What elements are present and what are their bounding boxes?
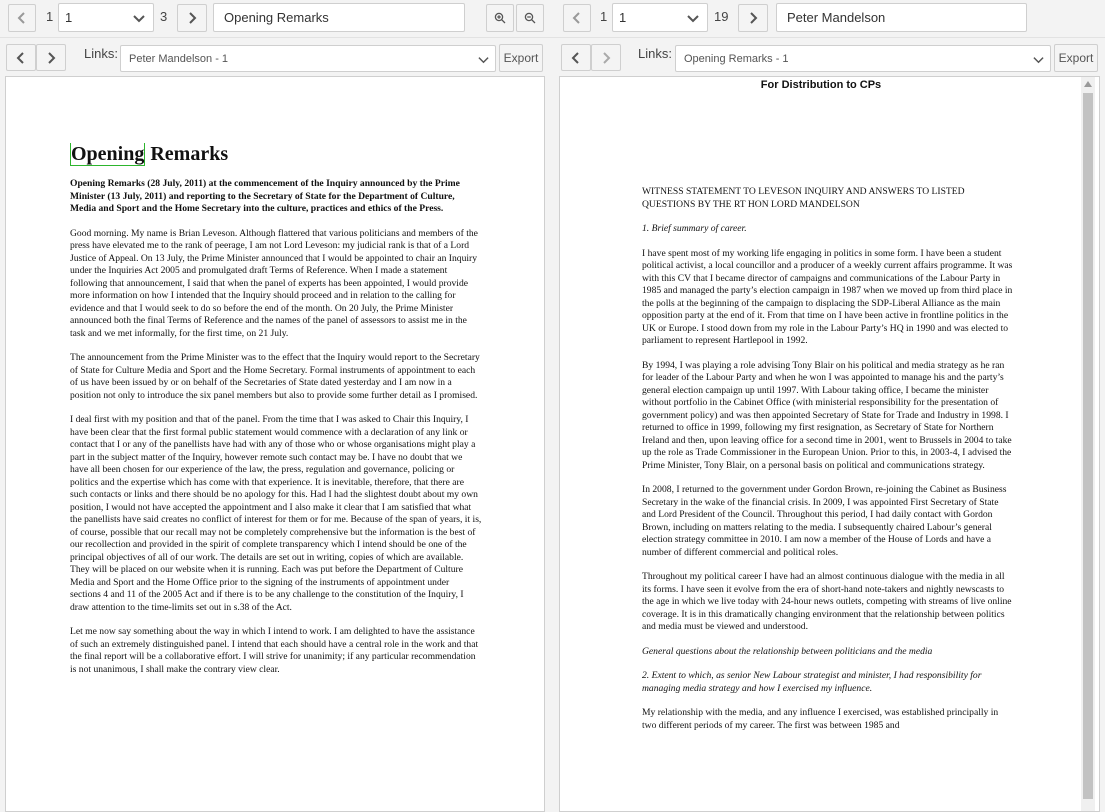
- right-prev-page-button[interactable]: [563, 4, 591, 32]
- chevron-right-icon: [600, 52, 612, 64]
- left-intro: Opening Remarks (28 July, 2011) at the commencement of the Inquiry announced by the Prime Minister (13 July, 2011) and reporting to the Secretary of State for the Department of Culture, Media and Sport and the Home Secretary into the culture, practices and ethics of the Press.: [70, 178, 460, 214]
- chevron-down-icon: [133, 12, 145, 24]
- scroll-up-icon[interactable]: [1084, 81, 1092, 87]
- left-paragraph: The announcement from the Prime Minister was to the effect that the Inquiry would report to the Secretary of State for Culture Media and Sport and the Home Secretary. Formal instruments of appointment to each of us have been issued by or on behalf of the Secretaries of State dated yesterday and I am now in a position not only to introduce the six panel members but also to provide some further detail as I promised.: [70, 352, 480, 401]
- right-links-label: Links:: [638, 46, 672, 61]
- next-page-button[interactable]: [177, 4, 207, 32]
- right-scrollbar-thumb[interactable]: [1083, 93, 1093, 799]
- chevron-down-icon: [1033, 54, 1044, 65]
- page-dropdown-toggle[interactable]: [125, 4, 153, 31]
- chevron-right-icon: [186, 12, 198, 24]
- right-export-button[interactable]: [1054, 44, 1098, 72]
- right-page-number-value: 1: [619, 10, 627, 25]
- chevron-right-icon: [747, 12, 759, 24]
- zoom-in-button[interactable]: [486, 4, 514, 32]
- distribution-banner: For Distribution to CPs: [760, 79, 882, 91]
- right-document-viewer[interactable]: [559, 76, 1100, 812]
- prev-page-button[interactable]: [8, 4, 36, 32]
- general-questions-heading: General questions about the relationship between politicians and the media: [642, 645, 933, 657]
- left-export-label: Export: [503, 51, 539, 65]
- right-paragraph: I have spent most of my working life engaging in politics in some form. I have been a student political activist, a local councillor and a producer of a weekly current affairs programme. It was with this CV that I became director of campaigns and communications of the Labour Party in 1985 and managed the party’s election campaign in 1987 when we moved up from third place in the polls at the beginning of the campaign to displacing the SDP-Liberal Alliance as the main opposition party at the end of it. From that time on I have been active in frontline politics in the UK or Europe. I stood down from my role in the Labour Party’s HQ in 1990 and was elected to parliament to represent Hartlepool in 1992.: [642, 247, 1013, 346]
- left-links-label: Links:: [84, 46, 118, 61]
- question-2: 2. Extent to which, as senior New Labour strategist and minister, I had responsibility for managing media strategy and how I exercised my influence.: [642, 670, 982, 694]
- right-page-number-input[interactable]: [612, 3, 708, 32]
- toolbar-divider: [0, 37, 1105, 38]
- right-links-selected: Opening Remarks - 1: [684, 52, 789, 65]
- left-paragraph: I deal first with my position and that of the panel. From the time that I was asked to Chair this Inquiry, I have been clear that the first formal public statement would commence with a declaration of any link or contact that I or any of the panellists have had with any of those who or whose organisations might play a part in the subject matter of the Inquiry, however remote such contact may be. I have no doubt that we have all been chosen for our experience of the law, the press, regulation and governance, policing or politics and the expertise which has come with that experience. It is inevitable, therefore, that there are such contacts or links and there should be no apology for this. Had I had the slightest doubt about my own position, I would not have accepted the appointment and I also make it clear that I am satisfied that what the panellists have said creates no conflict of interest for them or for me. Because of the span of years, it is, of course, possible that our recall may not be completely comprehensive but the information is the best of our recollection and provided in the spirit of complete transparency which I intend should be one of the principal objectives of all of our work. The details are set out in writing, copies of which are available. They will be placed on our website when it is running. Each was put before the Department of Culture Media and Sport and the Home Office prior to the signing of the instruments of appointment under sections 4 and 11 of the 2005 Act and if there is to be any challenge to the constitution of the Inquiry, I draw attention to the time-limits set out in s.38 of the Act.: [70, 414, 482, 613]
- chevron-left-icon: [15, 52, 27, 64]
- left-paragraph: Good morning. My name is Brian Leveson. Although flattered that various politicians and members of the press have elevated me to the rank of peerage, I am not Lord Leveson: my judicial rank is that of a Lord Justice of Appeal. On 13 July, the Prime Minister announced that I would be appointed to chair an Inquiry under the Inquiries Act 2005 and promulgated draft Terms of Reference. When I made a statement following that announcement, I said that when the panel of experts has been appointed, I would provide more information on how I intended that the Inquiry should proceed and in relation to the calling for evidence and that I would seek to do so before the end of the month. On 20 July, the Prime Minister announced both the final Terms of Reference and the names of the panel of assessors to assist me in the task and we met informally, for the first time, on 21 July.: [70, 227, 478, 339]
- right-page-current: 1: [600, 9, 608, 24]
- section-heading: 1. Brief summary of career.: [642, 223, 747, 234]
- page-number-input[interactable]: [58, 3, 154, 32]
- right-paragraph: My relationship with the media, and any influence I exercised, was established principally in two different periods of my career. The first was between 1985 and: [642, 707, 999, 731]
- right-page-dropdown-toggle[interactable]: [679, 4, 707, 31]
- left-document-page: [70, 143, 482, 688]
- right-link-prev-button[interactable]: [561, 44, 591, 71]
- chevron-down-icon: [687, 12, 699, 24]
- left-export-button[interactable]: [499, 44, 543, 72]
- heading-rest: Remarks: [145, 143, 229, 165]
- left-link-prev-button[interactable]: [6, 44, 36, 71]
- page-current: 1: [46, 9, 54, 24]
- left-links-select[interactable]: [120, 45, 496, 72]
- page-total: 3: [160, 9, 168, 24]
- right-scrollbar-track[interactable]: [1081, 77, 1095, 812]
- left-links-selected: Peter Mandelson - 1: [129, 52, 229, 65]
- document-title: Opening Remarks: [224, 10, 329, 25]
- right-document-title: Peter Mandelson: [787, 10, 886, 25]
- left-link-next-button[interactable]: [36, 44, 66, 71]
- left-document-viewer[interactable]: [5, 76, 545, 812]
- right-document-title-field[interactable]: [776, 3, 1027, 32]
- highlighted-link-word[interactable]: Opening: [71, 143, 145, 165]
- chevron-left-icon: [570, 52, 582, 64]
- chevron-left-icon: [571, 12, 583, 24]
- page-number-value: 1: [65, 10, 73, 25]
- right-document-page: [642, 186, 1014, 744]
- right-paragraph: In 2008, I returned to the government under Gordon Brown, re-joining the Cabinet as Business Secretary in the wake of the financial crisis. In 2009, I was appointed First Secretary of State and Lord President of the Council. Throughout this period, I had daily contact with Gordon Brown, including on matters relating to the media. I subsequently chaired Labour’s general election strategy committee in 2010. I am now a member of the House of Lords and have a number of different commercial and political roles.: [642, 484, 1007, 558]
- zoom-in-icon: [494, 12, 506, 24]
- chevron-down-icon: [478, 54, 489, 65]
- right-next-page-button[interactable]: [738, 4, 768, 32]
- right-export-label: Export: [1058, 51, 1094, 65]
- left-document-heading: [70, 143, 482, 166]
- right-paragraph: By 1994, I was playing a role advising Tony Blair on his political and media strategy as he ran for leader of the Labour Party and when he won I was appointed to manage his and the party’s general election campaign up until 1997. With Labour taking office, I became the minister without portfolio in the Cabinet Office (with ministerial responsibility for the presentation of government policy) and was then appointed Secretary of State for Trade and Industry in 1998. I returned to office in 1999, following my first resignation, as Secretary of State for Northern Ireland and then, upon leaving office for a second time in 2001, went to Brussels in 2004 to take up the role as Trade Commissioner in the European Union. Prior to this, in 2003-4, I advised the Prime Minister, Tony Blair, on a personal basis on political and communications strategy.: [642, 359, 1012, 471]
- right-paragraph: Throughout my political career I have had an almost continuous dialogue with the media in all its forms. I have seen it evolve from the era of short-hand note-takers and nightly newscasts to the age in which we live today with 24-hour news outlets, competing with streams of live online coverage. It is in this dramatically changing environment that the relationship between politics and media must be viewed and understood.: [642, 571, 1012, 632]
- right-links-select[interactable]: [675, 45, 1051, 72]
- zoom-out-button[interactable]: [516, 4, 544, 32]
- zoom-out-icon: [524, 12, 536, 24]
- left-paragraph: Let me now say something about the way in which I intend to work. I am delighted to have the assistance of such an extremely distinguished panel. I intend that each should have a central role in the work and that the final report will be a collaborative effort. I will strive for unanimity; if any particular recommendation is not unanimous, I shall make the contrary view clear.: [70, 626, 479, 675]
- chevron-left-icon: [16, 12, 28, 24]
- right-page-total: 19: [714, 9, 729, 24]
- witness-statement-title: WITNESS STATEMENT TO LEVESON INQUIRY AND ANSWERS TO LISTED QUESTIONS BY THE RT HON LORD MANDELSON: [642, 186, 965, 210]
- right-link-next-button[interactable]: [591, 44, 621, 71]
- document-title-field[interactable]: [213, 3, 465, 32]
- chevron-right-icon: [45, 52, 57, 64]
